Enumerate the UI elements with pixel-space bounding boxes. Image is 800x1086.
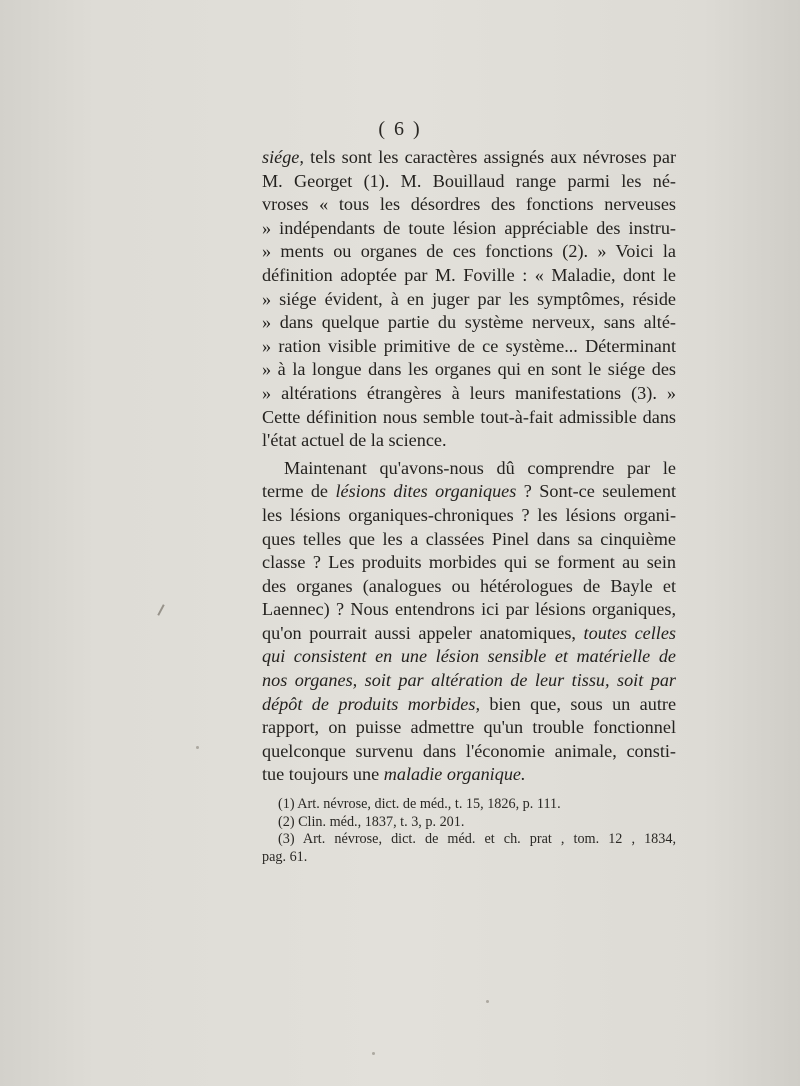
text-line (262, 457, 676, 481)
text-segment: » ments ou organes de ces fonctions (2). » Voici la (262, 241, 676, 262)
text-segment: » ration visible primitive de ce système... Déterminant (262, 335, 676, 356)
margin-pencil-mark (157, 604, 164, 616)
text-line (262, 598, 676, 622)
italic-text: lésions dites organiques (335, 481, 517, 502)
text-segment: tels sont les caractères assignés aux névroses par (303, 147, 676, 167)
italic-text: toutes celles (583, 622, 676, 643)
text-segment: terme de (262, 481, 336, 502)
italic-text: maladie organique. (383, 764, 526, 785)
text-segment: » indépendants de toute lésion appréciable des instru- (262, 217, 676, 238)
italic-text: dépôt de produits morbides, (262, 693, 480, 714)
text-line (262, 575, 676, 599)
footnote-3-continued: pag. 61. (262, 848, 308, 865)
text-segment: Cette définition nous semble tout-à-fait admissible dans (262, 406, 676, 427)
text-segment: » siége évident, à en juger par les symptômes, réside (262, 288, 676, 309)
text-segment: classe ? Les produits morbides qui se forment au sein (262, 552, 676, 573)
text-line (262, 264, 676, 288)
text-line (262, 645, 676, 669)
text-line (262, 240, 676, 264)
text-segment: ques telles que les a classées Pinel dans sa cinquième (262, 528, 676, 549)
text-line (262, 170, 676, 194)
text-segment: » à la longue dans les organes qui en sont le siége des (262, 359, 676, 380)
footnotes (262, 796, 676, 866)
body-text (262, 146, 676, 787)
text-line (262, 740, 676, 764)
text-segment: vroses « tous les désordres des fonctions nerveuses (262, 194, 676, 215)
text-line (262, 217, 676, 241)
text-segment: M. Georget (1). M. Bouillaud range parmi les né- (262, 170, 676, 191)
italic-text: qui consistent en une lésion sensible et matérielle de (262, 646, 676, 667)
text-segment: définition adoptée par M. Foville : « Maladie, dont le (262, 264, 676, 285)
text-line (262, 288, 676, 312)
text-segment: rapport, on puisse admettre qu'un trouble fonctionnel (262, 717, 676, 738)
text-line (262, 382, 676, 406)
text-line (262, 193, 676, 217)
text-segment: » altérations étrangères à leurs manifestations (3). » (262, 382, 676, 403)
text-line (262, 551, 676, 575)
text-segment: Maintenant qu'avons-nous dû comprendre par le (284, 457, 676, 478)
italic-text: nos organes, soit par altération de leur tissu, soit par (262, 670, 676, 691)
footnote-2: (2) Clin. méd., 1837, t. 3, p. 201. (278, 813, 465, 830)
footnote-3: (3) Art. névrose, dict. de méd. et ch. prat , tom. 12 , 1834, (278, 831, 676, 848)
text-segment: des organes (analogues ou hétérologues de Bayle et (262, 575, 676, 596)
text-line (262, 358, 676, 382)
text-line (262, 669, 676, 693)
text-line (262, 406, 676, 430)
paper-speck (196, 746, 199, 749)
text-segment: qu'on pourrait aussi appeler anatomiques, (262, 622, 584, 643)
italic-text: siége, (262, 147, 304, 167)
text-line (262, 335, 676, 359)
text-line (262, 716, 676, 740)
paper-speck (372, 1052, 375, 1055)
text-segment: les lésions organiques-chroniques ? les lésions organi- (262, 504, 676, 525)
text-segment: tue toujours une (262, 764, 384, 785)
text-line (262, 311, 676, 335)
text-line (262, 622, 676, 646)
text-line (262, 146, 676, 170)
text-segment: quelconque survenu dans l'économie animale, consti- (262, 740, 676, 761)
text-segment: » dans quelque partie du système nerveux, sans alté- (262, 312, 676, 333)
page-number: ( 6 ) (378, 118, 422, 140)
text-line (262, 480, 676, 504)
text-segment: l'état actuel de la science. (262, 430, 447, 451)
text-segment: Laennec) ? Nous entendrons ici par lésions organiques, (262, 599, 676, 620)
text-segment: ? Sont-ce seulement (516, 481, 676, 502)
footnote-1: (1) Art. névrose, dict. de méd., t. 15, 1826, p. 111. (278, 796, 561, 812)
text-line (262, 429, 676, 453)
text-line (262, 504, 676, 528)
text-line (262, 693, 676, 717)
text-line (262, 763, 676, 787)
paper-speck (486, 1000, 489, 1003)
text-segment: bien que, sous un autre (480, 693, 677, 714)
text-line (262, 528, 676, 552)
